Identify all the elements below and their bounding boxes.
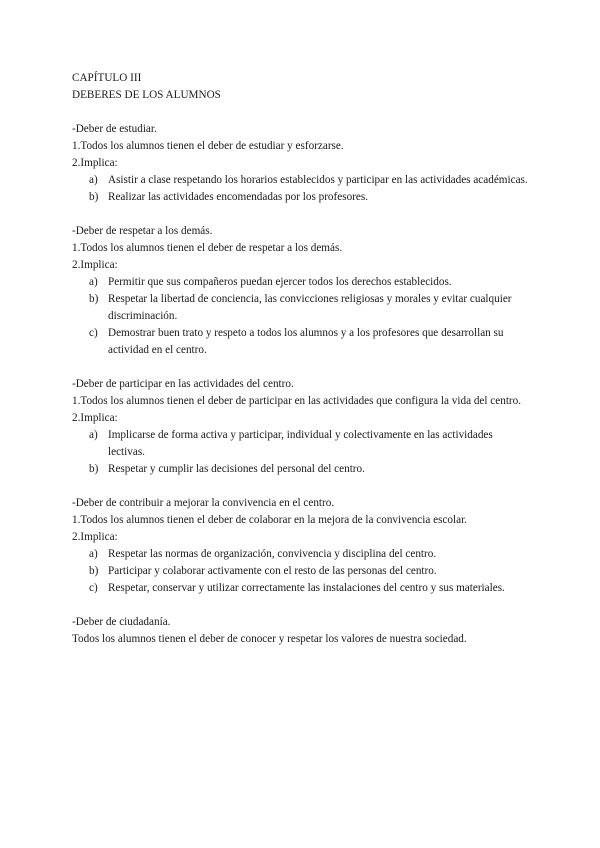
section-implica: 2.Implica: <box>72 259 118 271</box>
list-item-text: Permitir que sus compañeros puedan ejercer todos los derechos establecidos. <box>108 276 452 288</box>
list-marker: a) <box>89 548 98 560</box>
list-item-text: Respetar la libertad de conciencia, las convicciones religiosas y morales y evitar cualquier discriminación. <box>108 293 512 322</box>
list-marker: a) <box>89 174 98 186</box>
implica-list <box>72 546 532 597</box>
section-implica: 2.Implica: <box>72 412 118 424</box>
section-heading: -Deber de ciudadanía. <box>72 616 171 628</box>
list-item <box>72 546 532 563</box>
section-statement: 1.Todos los alumnos tienen el deber de respetar a los demás. <box>72 242 343 254</box>
section-heading: -Deber de respetar a los demás. <box>72 225 213 237</box>
list-item <box>72 189 532 206</box>
section-heading: -Deber de participar en las actividades del centro. <box>72 378 294 390</box>
section-heading: -Deber de contribuir a mejorar la convivencia en el centro. <box>72 497 335 509</box>
section-statement: 1.Todos los alumnos tienen el deber de estudiar y esforzarse. <box>72 140 344 152</box>
list-item <box>72 325 532 359</box>
list-marker: b) <box>89 565 99 577</box>
section-statement: Todos los alumnos tienen el deber de conocer y respetar los valores de nuestra sociedad. <box>72 633 467 645</box>
section-deber-respetar <box>72 223 532 359</box>
chapter-header <box>72 70 532 104</box>
section-implica: 2.Implica: <box>72 531 118 543</box>
list-item-text: Implicarse de forma activa y participar, individual y colectivamente en las actividades lectivas. <box>108 429 493 458</box>
list-item-text: Participar y colaborar activamente con el resto de las personas del centro. <box>108 565 437 577</box>
list-item <box>72 291 532 325</box>
chapter-title: DEBERES DE LOS ALUMNOS <box>72 89 221 101</box>
list-item <box>72 580 532 597</box>
list-item-text: Asistir a clase respetando los horarios establecidos y participar en las actividades académicas. <box>108 174 528 186</box>
implica-list <box>72 427 532 478</box>
list-item-text: Respetar las normas de organización, convivencia y disciplina del centro. <box>108 548 437 560</box>
implica-list <box>72 274 532 359</box>
list-item <box>72 172 532 189</box>
implica-list <box>72 172 532 206</box>
section-implica: 2.Implica: <box>72 157 118 169</box>
list-item-text: Respetar, conservar y utilizar correctamente las instalaciones del centro y sus materiales. <box>108 582 505 594</box>
list-marker: a) <box>89 276 98 288</box>
list-item-text: Realizar las actividades encomendadas por los profesores. <box>108 191 369 203</box>
document-body <box>72 70 532 665</box>
list-item <box>72 563 532 580</box>
list-item <box>72 274 532 291</box>
list-item <box>72 427 532 461</box>
section-statement: 1.Todos los alumnos tienen el deber de participar en las actividades que configura la vida del centro. <box>72 395 522 407</box>
chapter-label: CAPÍTULO III <box>72 72 142 84</box>
section-statement: 1.Todos los alumnos tienen el deber de colaborar en la mejora de la convivencia escolar. <box>72 514 467 526</box>
section-heading: -Deber de estudiar. <box>72 123 157 135</box>
section-deber-estudiar <box>72 121 532 206</box>
list-marker: b) <box>89 191 99 203</box>
section-deber-participar <box>72 376 532 478</box>
list-marker: c) <box>89 327 98 339</box>
list-item-text: Respetar y cumplir las decisiones del personal del centro. <box>108 463 365 475</box>
section-deber-convivencia <box>72 495 532 597</box>
list-marker: a) <box>89 429 98 441</box>
list-marker: b) <box>89 463 99 475</box>
list-marker: c) <box>89 582 98 594</box>
list-item <box>72 461 532 478</box>
list-marker: b) <box>89 293 99 305</box>
section-deber-ciudadania <box>72 614 532 648</box>
list-item-text: Demostrar buen trato y respeto a todos los alumnos y a los profesores que desarrollan su actividad en el centro. <box>108 327 504 356</box>
